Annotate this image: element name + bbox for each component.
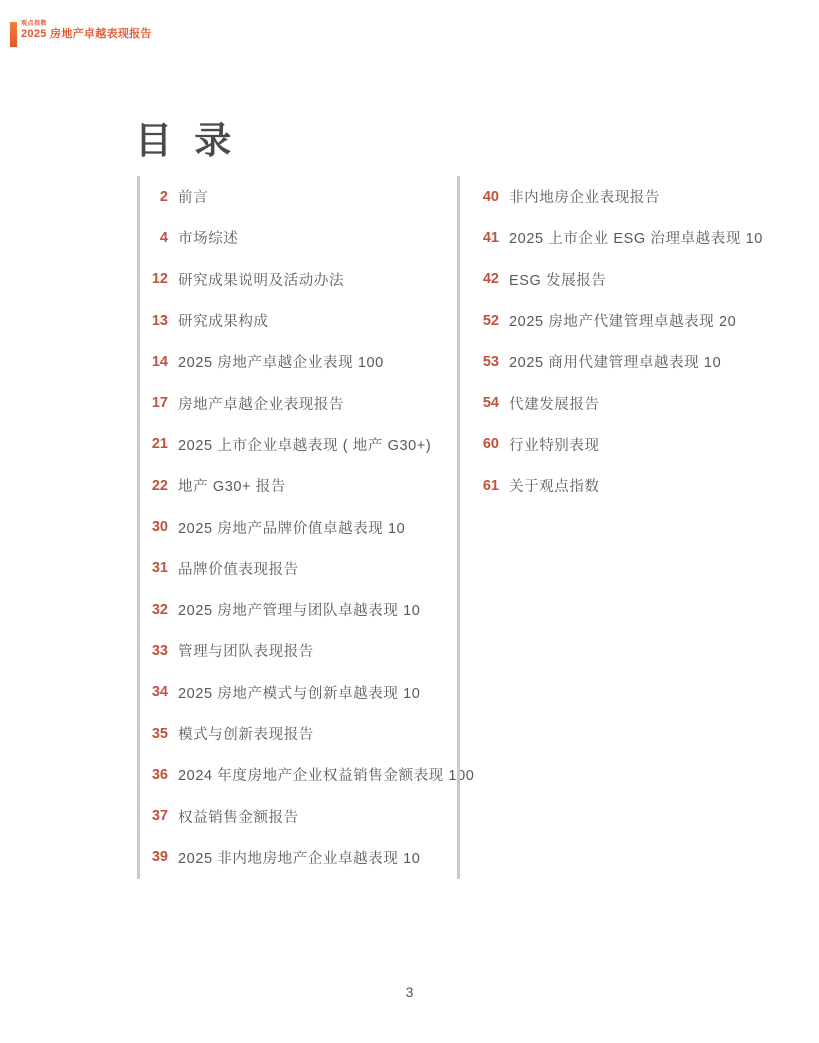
toc-item-label: 研究成果说明及活动办法 [178,272,345,289]
toc-item[interactable] [146,217,457,258]
toc-item-label: 研究成果构成 [178,314,269,331]
toc-item-label: 2025 房地产代建管理卓越表现 20 [509,314,737,331]
toc-item-label: 2025 非内地房地产企业卓越表现 10 [178,850,421,867]
toc-item-label: 地产 G30+ 报告 [178,479,286,496]
toc-page-number: 13 [151,312,168,329]
toc-page-number: 61 [482,477,499,494]
toc-item[interactable] [477,176,792,217]
toc-item[interactable] [477,465,792,506]
toc-page-number: 42 [482,271,499,288]
toc-item-label: 管理与团队表现报告 [178,644,314,661]
toc-item-label: 前言 [178,190,209,207]
toc-page-number: 52 [482,312,499,329]
toc-page-number: 53 [482,353,499,370]
toc-page-number: 39 [151,849,168,866]
toc-page-number: 41 [482,229,499,246]
toc-left-column [137,176,475,879]
toc-page-number: 4 [159,229,168,246]
toc-item[interactable] [146,713,457,754]
toc-item-label: 行业特别表现 [509,437,600,454]
toc-page-number: 36 [151,766,168,783]
toc-item-label: 模式与创新表现报告 [178,727,314,743]
toc-item[interactable] [146,382,457,423]
toc-item-label: 品牌价值表现报告 [178,561,299,578]
toc-item-label: 2025 上市企业 ESG 治理卓越表现 10 [509,231,763,248]
toc-item-label: 2024 年度房地产企业权益销售金额表现 100 [178,768,475,785]
toc [137,176,792,879]
toc-page-number: 21 [151,436,168,453]
toc-item[interactable] [146,548,457,589]
toc-item[interactable] [477,300,792,341]
toc-item[interactable] [146,837,457,878]
brand-title: 2025 房地产卓越表现报告 [21,28,152,40]
toc-item[interactable] [477,259,792,300]
toc-item[interactable] [146,506,457,547]
toc-item[interactable] [146,424,457,465]
toc-item[interactable] [146,795,457,836]
toc-item-label: 代建发展报告 [509,396,600,413]
toc-page-number: 22 [151,477,168,494]
page-title: 目 录 [135,120,233,161]
toc-page-number: 14 [151,353,168,370]
report-logo [10,21,152,47]
toc-item-label: 关于观点指数 [509,479,600,496]
toc-page-number: 2 [159,188,168,205]
toc-item-label: 2025 房地产卓越企业表现 100 [178,355,384,372]
toc-item[interactable] [477,217,792,258]
toc-page-number: 60 [482,436,499,453]
toc-item-label: 2025 房地产管理与团队卓越表现 10 [178,603,421,620]
toc-item[interactable] [146,176,457,217]
toc-page-number: 37 [151,808,168,825]
toc-item[interactable] [146,341,457,382]
toc-page-number: 30 [151,519,168,536]
toc-item[interactable] [146,754,475,795]
toc-item[interactable] [477,424,792,465]
toc-item[interactable] [146,672,457,713]
toc-item-label: 2025 商用代建管理卓越表现 10 [509,355,722,372]
toc-item[interactable] [477,341,792,382]
toc-right-column [457,176,792,879]
footer-page-number: 3 [405,984,414,1000]
toc-item[interactable] [146,300,457,341]
toc-item-label: 2025 上市企业卓越表现 ( 地产 G30+) [178,437,432,454]
toc-item-label: 房地产卓越企业表现报告 [178,396,345,413]
toc-item-label: ESG 发展报告 [509,272,607,289]
toc-page-number: 17 [151,395,168,412]
toc-page-number: 34 [151,684,168,701]
toc-item-label: 2025 房地产品牌价值卓越表现 10 [178,520,406,537]
logo-accent-bar-icon [10,22,17,47]
toc-item[interactable] [146,259,457,300]
toc-page-number: 33 [151,642,168,659]
toc-page-number: 40 [482,188,499,205]
toc-item-label: 非内地房企业表现报告 [509,190,660,207]
logo-text [21,21,152,47]
toc-item-label: 权益销售金额报告 [178,809,299,826]
toc-page-number: 12 [151,271,168,288]
toc-item-label: 2025 房地产模式与创新卓越表现 10 [178,685,421,702]
brand-tagline: 观点指数 [21,21,48,27]
toc-item[interactable] [146,630,457,671]
toc-item[interactable] [477,382,792,423]
toc-page-number: 31 [151,560,168,577]
toc-item[interactable] [146,465,457,506]
toc-item[interactable] [146,589,457,630]
toc-page-number: 35 [151,725,168,742]
toc-page-number: 54 [482,395,499,412]
toc-item-label: 市场综述 [178,231,239,248]
toc-page-number: 32 [151,601,168,618]
